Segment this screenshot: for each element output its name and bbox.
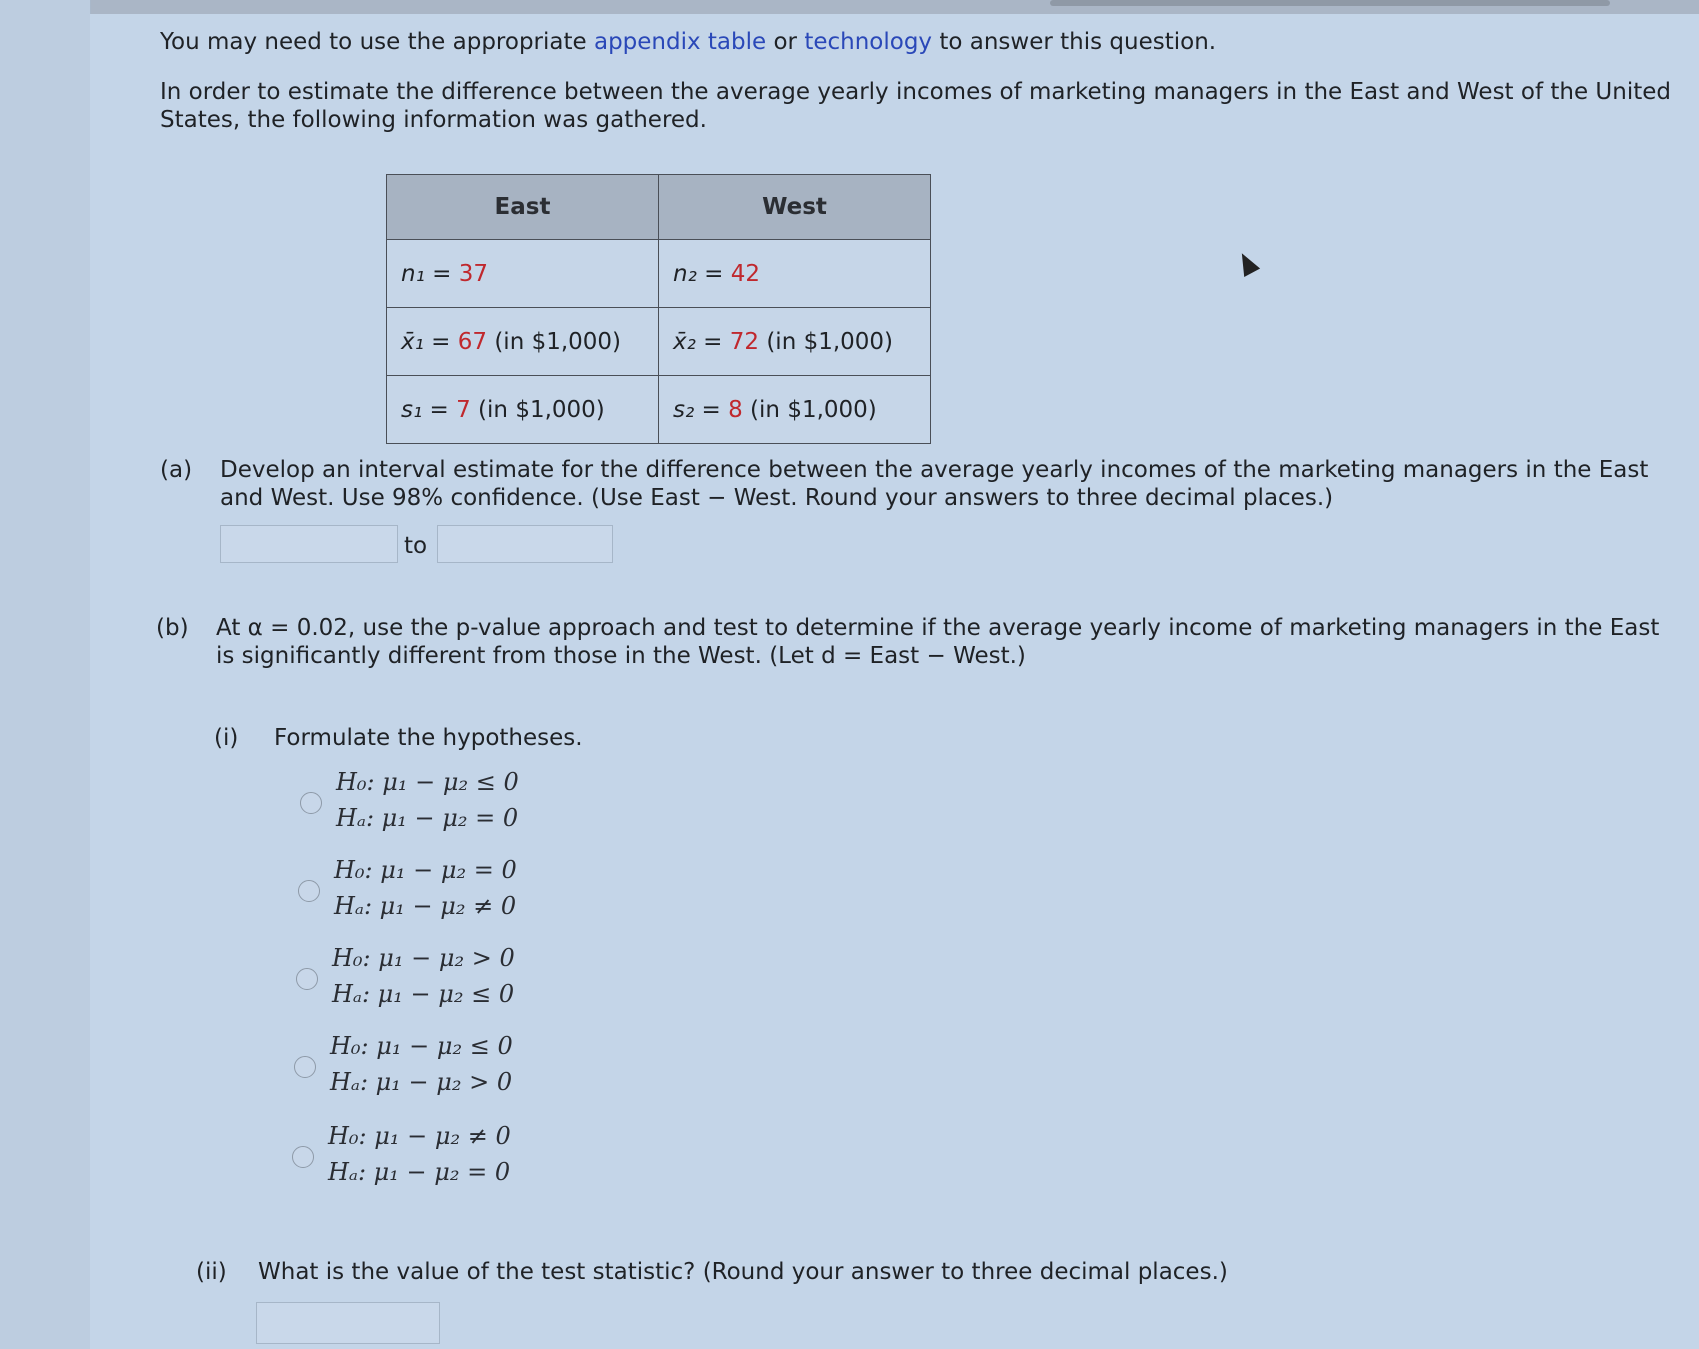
part-b-i-text: Formulate the hypotheses. — [274, 725, 583, 751]
part-a-text: Develop an interval estimate for the difference between the average yearly incomes of the marketing managers in the East and West. Use 98% confidence. (Use East − West. Round your answers to three decimal places.) — [220, 457, 1649, 511]
hypothesis-option-2-radio[interactable] — [298, 880, 320, 902]
part-b-i-label: (i) — [214, 725, 239, 751]
hypothesis-option-2-h0: H₀: μ₁ − μ₂ = 0 — [334, 856, 517, 884]
interval-lower-input[interactable] — [220, 525, 398, 563]
header-east: East — [387, 175, 659, 240]
interval-upper-input[interactable] — [437, 525, 613, 563]
hypothesis-option-5-h0: H₀: μ₁ − μ₂ ≠ 0 — [328, 1122, 511, 1150]
intro-text-end: to answer this question. — [939, 29, 1217, 55]
technology-link[interactable]: technology — [804, 29, 933, 55]
hypothesis-option-5-ha: Hₐ: μ₁ − μ₂ = 0 — [328, 1158, 511, 1186]
mouse-cursor-icon — [1234, 249, 1260, 277]
hypothesis-option-4-radio[interactable] — [294, 1056, 316, 1078]
table-cell: s₁ = 7 (in $1,000) — [387, 376, 659, 444]
part-b-ii-text: What is the value of the test statistic? (Round your answer to three decimal places.) — [258, 1259, 1228, 1285]
hypothesis-option-5-radio[interactable] — [292, 1146, 314, 1168]
intro-line — [160, 28, 1560, 56]
hypothesis-option-4-h0: H₀: μ₁ − μ₂ ≤ 0 — [330, 1032, 513, 1060]
header-west: West — [659, 175, 931, 240]
hypothesis-option-1-ha: Hₐ: μ₁ − μ₂ = 0 — [336, 804, 519, 832]
table-row — [387, 240, 931, 308]
table-cell: n₁ = 37 — [387, 240, 659, 308]
intro-text: You may need to use the appropriate — [160, 29, 587, 55]
hypothesis-option-4-ha: Hₐ: μ₁ − μ₂ > 0 — [330, 1068, 513, 1096]
appendix-table-link[interactable]: appendix table — [593, 29, 767, 55]
test-statistic-input[interactable] — [256, 1302, 440, 1344]
tab-strip — [1050, 0, 1610, 6]
part-b-text: At α = 0.02, use the p-value approach and test to determine if the average yearly income of marketing managers in the East is significantly different from those in the West. (Let d = East − West.) — [216, 615, 1660, 669]
table-cell: x̄₂ = 72 (in $1,000) — [659, 308, 931, 376]
table-cell: x̄₁ = 67 (in $1,000) — [387, 308, 659, 376]
intro-or: or — [773, 29, 798, 55]
hypothesis-option-3-ha: Hₐ: μ₁ − μ₂ ≤ 0 — [332, 980, 515, 1008]
table-row — [387, 376, 931, 444]
hypothesis-option-2-ha: Hₐ: μ₁ − μ₂ ≠ 0 — [334, 892, 517, 920]
table-cell: n₂ = 42 — [659, 240, 931, 308]
hypothesis-option-1-h0: H₀: μ₁ − μ₂ ≤ 0 — [336, 768, 519, 796]
part-b-label: (b) — [156, 615, 189, 641]
table-row — [387, 308, 931, 376]
problem-paragraph: In order to estimate the difference between the average yearly incomes of marketing managers in the East and West of the United States, the following information was gathered. — [160, 79, 1671, 133]
part-b-ii-label: (ii) — [196, 1259, 227, 1285]
to-label: to — [404, 533, 428, 559]
hypothesis-option-3-h0: H₀: μ₁ − μ₂ > 0 — [332, 944, 515, 972]
part-a-label: (a) — [160, 457, 193, 483]
table-cell: s₂ = 8 (in $1,000) — [659, 376, 931, 444]
hypothesis-option-1-radio[interactable] — [300, 792, 322, 814]
question-page — [90, 14, 1699, 1349]
hypothesis-option-3-radio[interactable] — [296, 968, 318, 990]
left-margin — [0, 0, 91, 1349]
data-table — [386, 174, 931, 444]
